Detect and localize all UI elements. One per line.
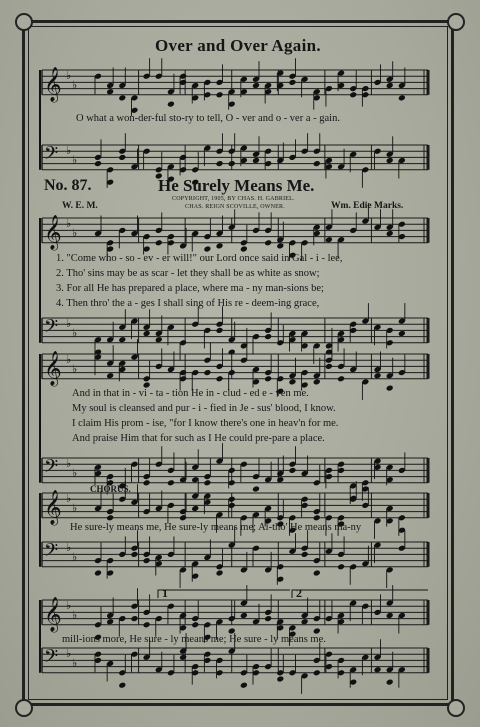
note-head bbox=[252, 157, 260, 164]
note-head bbox=[398, 330, 406, 337]
note-head bbox=[313, 378, 321, 385]
note-head bbox=[252, 486, 260, 493]
note-head bbox=[301, 551, 309, 558]
note-head bbox=[398, 94, 406, 101]
first-ending-number: 1 bbox=[162, 586, 168, 600]
note-head bbox=[386, 679, 394, 686]
flat-icon: ♭ bbox=[66, 492, 72, 506]
chorus-lyric: He sure-ly means me, He sure-ly means me; Al-tho' He means ma-ny bbox=[70, 522, 362, 533]
hymn-title: He Surely Means Me. bbox=[158, 176, 315, 195]
bass-clef-icon: 𝄢 bbox=[44, 316, 59, 342]
flat-icon: ♭ bbox=[72, 226, 78, 240]
verse-line: I claim His prom - ise, "for I know there's one in heav'n for me. bbox=[72, 418, 339, 429]
chorus-label: CHORUS. bbox=[90, 484, 131, 494]
flat-icon: ♭ bbox=[72, 153, 78, 167]
note-head bbox=[386, 157, 394, 164]
note-head bbox=[313, 160, 321, 167]
note-head bbox=[94, 160, 102, 167]
bass-clef-icon: 𝄢 bbox=[44, 646, 59, 672]
note-head bbox=[216, 327, 224, 334]
note-head bbox=[106, 618, 114, 625]
treble-clef-icon: 𝄞 bbox=[44, 214, 62, 250]
note-head bbox=[313, 514, 321, 521]
note-head bbox=[386, 385, 394, 392]
flat-icon: ♭ bbox=[66, 69, 72, 83]
verse-line: And praise Him that for such as I He could pre-pare a place. bbox=[72, 433, 325, 444]
flat-icon: ♭ bbox=[66, 647, 72, 661]
verse-line: My soul is cleansed and pur - i - fied in Je - sus' blood, I know. bbox=[72, 403, 336, 414]
note-head bbox=[118, 682, 126, 689]
flat-icon: ♭ bbox=[72, 326, 78, 340]
note-head bbox=[155, 239, 163, 246]
verse-line: 3. For all He has prepared a place, where ma - ny man-sions be; bbox=[56, 283, 324, 294]
treble-clef-icon: 𝄞 bbox=[44, 66, 62, 102]
flat-icon: ♭ bbox=[66, 317, 72, 331]
note-head bbox=[289, 467, 297, 474]
flat-icon: ♭ bbox=[72, 466, 78, 480]
note-head bbox=[216, 375, 224, 382]
treble-clef-icon: 𝄞 bbox=[44, 596, 62, 632]
copyright-line-2: CHAS. REIGN SCOVILLE, OWNER. bbox=[185, 204, 285, 210]
note-head bbox=[264, 615, 272, 622]
note-head bbox=[216, 160, 224, 167]
note-head bbox=[143, 621, 151, 628]
note-head bbox=[118, 336, 126, 343]
note-head bbox=[313, 570, 321, 577]
note-head bbox=[216, 242, 224, 249]
note-head bbox=[203, 369, 211, 376]
flat-icon: ♭ bbox=[72, 362, 78, 376]
flat-icon: ♭ bbox=[66, 144, 72, 158]
note-head bbox=[167, 101, 175, 108]
bass-clef-icon: 𝄢 bbox=[44, 143, 59, 169]
note-head bbox=[94, 570, 102, 577]
second-ending-number: 2 bbox=[296, 586, 302, 600]
note-head bbox=[349, 91, 357, 98]
song1-lyric: O what a won-der-ful sto-ry to tell, O - ver and o - ver a - gain. bbox=[76, 113, 340, 124]
note-head bbox=[240, 682, 248, 689]
note-head bbox=[264, 239, 272, 246]
note-head bbox=[203, 479, 211, 486]
note-head bbox=[191, 621, 199, 628]
note-head bbox=[167, 479, 175, 486]
flat-icon: ♭ bbox=[66, 599, 72, 613]
note-head bbox=[276, 676, 284, 683]
note-head bbox=[301, 618, 309, 625]
flat-icon: ♭ bbox=[72, 501, 78, 515]
verse-line: 1. "Come who - so - ev - er will!" our Lord once said in Gal - i - lee, bbox=[56, 253, 343, 264]
note-head bbox=[143, 557, 151, 564]
note-head bbox=[155, 336, 163, 343]
note-head bbox=[325, 236, 333, 243]
flat-icon: ♭ bbox=[72, 550, 78, 564]
note-head bbox=[143, 479, 151, 486]
note-head bbox=[143, 330, 151, 337]
note-head bbox=[131, 615, 139, 622]
note-head bbox=[337, 563, 345, 570]
words-credit: W. E. M. bbox=[62, 201, 98, 211]
hymn-number: No. 87. bbox=[44, 177, 92, 194]
verse-line: And in that in - vi - ta - tion He in - clud - ed e - ven me. bbox=[72, 388, 309, 399]
flat-icon: ♭ bbox=[66, 217, 72, 231]
chorus-lyric: mill-ions more, He sure - ly means me; He sure - ly means me. bbox=[62, 634, 326, 645]
note-head bbox=[179, 654, 187, 661]
second-ending-bracket bbox=[292, 590, 428, 598]
note-head bbox=[216, 570, 224, 577]
treble-clef-icon: 𝄞 bbox=[44, 489, 62, 525]
note-head bbox=[131, 551, 139, 558]
note-head bbox=[252, 82, 260, 89]
note-head bbox=[203, 246, 211, 253]
flat-icon: ♭ bbox=[66, 541, 72, 555]
verse-line: 4. Then thro' the a - ges I shall sing of His re - deem-ing grace, bbox=[56, 298, 320, 309]
note-head bbox=[106, 514, 114, 521]
flat-icon: ♭ bbox=[72, 608, 78, 622]
flat-icon: ♭ bbox=[72, 656, 78, 670]
note-head bbox=[374, 666, 382, 673]
flat-icon: ♭ bbox=[66, 353, 72, 367]
bass-clef-icon: 𝄢 bbox=[44, 456, 59, 482]
first-ending-bracket bbox=[158, 590, 290, 598]
note-head bbox=[240, 246, 248, 253]
note-head bbox=[264, 333, 272, 340]
note-head bbox=[179, 514, 187, 521]
verse-line: 2. Tho' sins may be as scar - let they shall be as white as snow; bbox=[56, 268, 320, 279]
note-head bbox=[228, 160, 236, 167]
note-head bbox=[118, 94, 126, 101]
note-head bbox=[386, 82, 394, 89]
note-head bbox=[289, 79, 297, 86]
note-head bbox=[240, 612, 248, 619]
note-head bbox=[289, 378, 297, 385]
note-head bbox=[106, 88, 114, 95]
note-head bbox=[276, 242, 284, 249]
note-head bbox=[325, 363, 333, 370]
note-head bbox=[337, 375, 345, 382]
note-head bbox=[313, 669, 321, 676]
note-head bbox=[386, 230, 394, 237]
note-head bbox=[118, 154, 126, 161]
bass-clef-icon: 𝄢 bbox=[44, 540, 59, 566]
song1-title: Over and Over Again. bbox=[155, 36, 321, 55]
note-head bbox=[276, 476, 284, 483]
note-head bbox=[191, 505, 199, 512]
flat-icon: ♭ bbox=[72, 78, 78, 92]
note-head bbox=[106, 372, 114, 379]
note-head bbox=[264, 375, 272, 382]
flat-icon: ♭ bbox=[66, 457, 72, 471]
note-head bbox=[216, 91, 224, 98]
copyright-line-1: COPYRIGHT, 1905, BY CHAS. H. GABRIEL. bbox=[172, 196, 295, 202]
treble-clef-icon: 𝄞 bbox=[44, 350, 62, 386]
note-head bbox=[386, 612, 394, 619]
music-credit: Wm. Edie Marks. bbox=[331, 201, 404, 211]
note-head bbox=[374, 372, 382, 379]
